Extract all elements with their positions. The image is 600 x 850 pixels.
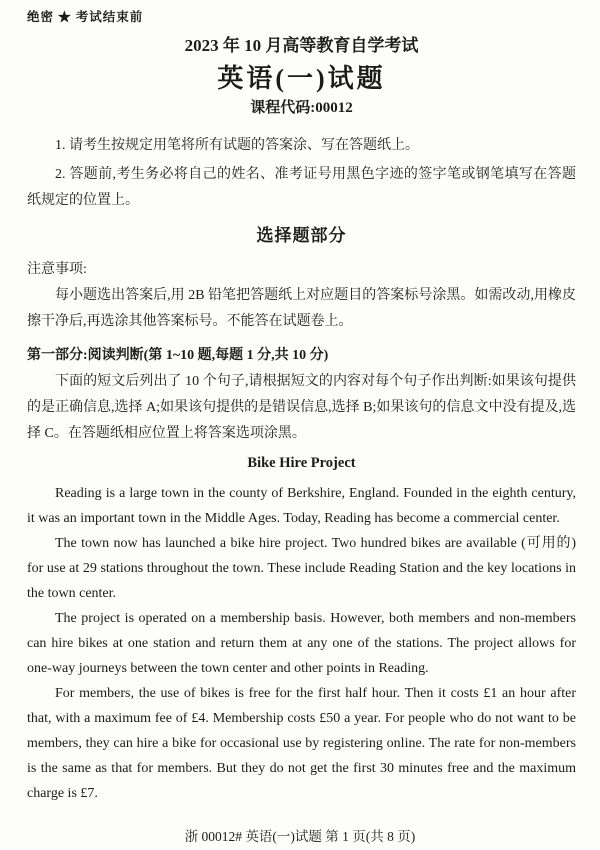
classification-label: 绝密 ★ 考试结束前 — [27, 10, 144, 24]
notes-label: 注意事项: — [27, 262, 87, 277]
passage-paragraph-2: The town now has launched a bike hire project. Two hundred bikes are available (可用的) for use at 29 stations throughout the town. These include Reading Station and the key locations in the town center. — [27, 536, 576, 601]
part1-heading: 第一部分:阅读判断(第 1~10 题,每题 1 分,共 10 分) — [27, 348, 329, 363]
section-part-title: 选择题部分 — [256, 226, 347, 245]
general-instruction-2: 2. 答题前,考生务必将自己的姓名、准考证号用黑色字迹的签字笔或钢笔填写在答题纸规定的位置上。 — [27, 167, 576, 208]
passage-paragraph-3: The project is operated on a membership basis. However, both members and non-members can hire bikes at one station and return them at any one of the stations. The project allows for one-way journeys between the town center and other points in Reading. — [27, 611, 576, 676]
passage-title: Bike Hire Project — [247, 455, 356, 471]
exam-title: 英语(一)试题 — [217, 64, 386, 93]
page-footer: 浙 00012# 英语(一)试题 第 1 页(共 8 页) — [184, 829, 416, 844]
general-instructions — [27, 133, 576, 214]
exam-session-title: 2023 年 10 月高等教育自学考试 — [184, 36, 419, 55]
passage-paragraph-4: For members, the use of bikes is free for the first half hour. Then it costs £1 an hour after that, with a maximum fee of £4. Membership costs £50 a year. For people who do not want to be members, they can hire a bike for occasional use by registering online. The rate for non-members is the same as that for members. But they do not get the first 30 minutes free and the maximum charge is £7. — [27, 686, 576, 801]
part1-instructions: 下面的短文后列出了 10 个句子,请根据短文的内容对每个句子作出判断:如果该句提供的是正确信息,选择 A;如果该句提供的是错误信息,选择 B;如果该句的信息文中没有提及,选择 C。在答题纸相应位置上将答案选项涂黑。 — [27, 374, 576, 441]
general-instruction-1: 1. 请考生按规定用笔将所有试题的答案涂、写在答题纸上。 — [55, 138, 419, 153]
passage-paragraph-1: Reading is a large town in the county of Berkshire, England. Founded in the eighth century, it was an important town in the Middle Ages. Today, Reading has become a commercial center. — [27, 486, 576, 526]
course-code: 课程代码:00012 — [250, 100, 353, 116]
notes-body: 每小题选出答案后,用 2B 铅笔把答题纸上对应题目的答案标号涂黑。如需改动,用橡皮擦干净后,再选涂其他答案标号。不能答在试题卷上。 — [27, 288, 576, 329]
